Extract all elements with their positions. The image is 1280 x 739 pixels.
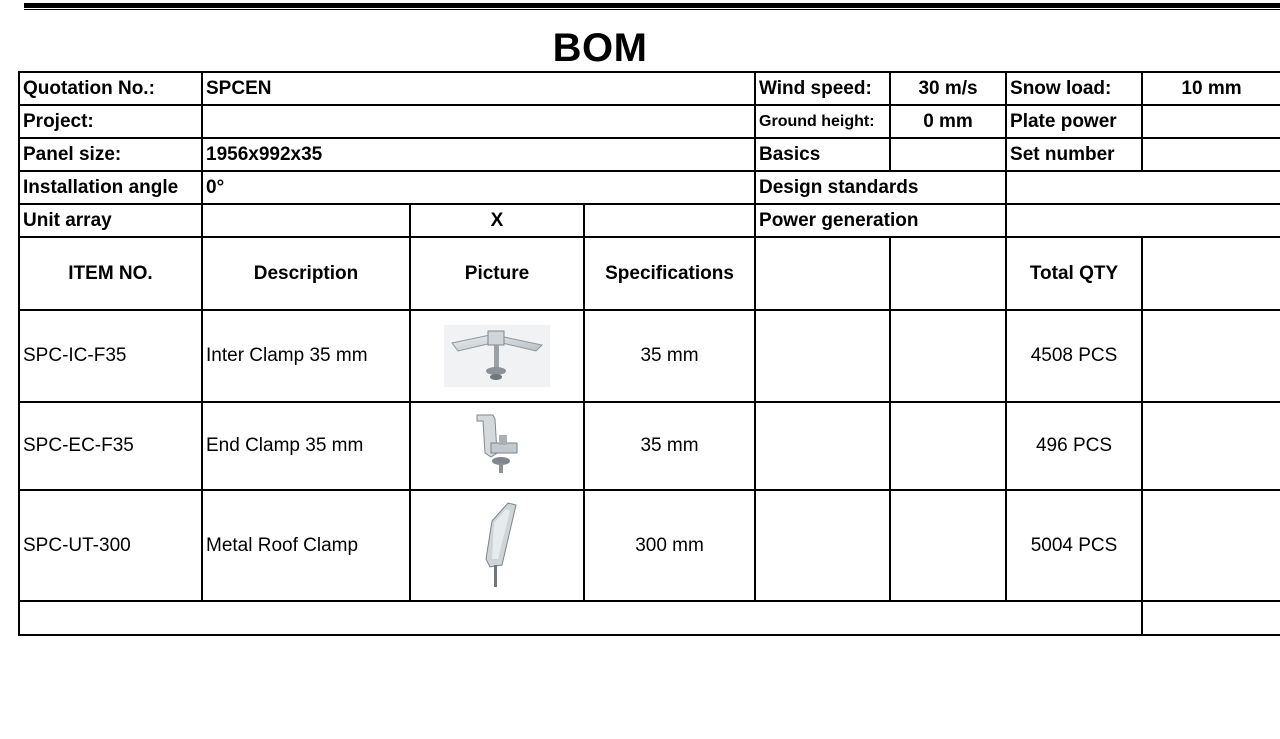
col-item-no: ITEM NO. bbox=[19, 237, 202, 310]
angle-row bbox=[19, 171, 1280, 204]
unit-array-b bbox=[584, 204, 755, 237]
snow-label: Snow load: bbox=[1006, 72, 1142, 105]
plate-value bbox=[1142, 105, 1280, 138]
col-total-qty: Total QTY bbox=[1006, 237, 1142, 310]
table-row bbox=[19, 310, 1280, 402]
item-blank-3 bbox=[1142, 490, 1280, 601]
panel-size-label: Panel size: bbox=[19, 138, 202, 171]
plate-label: Plate power bbox=[1006, 105, 1142, 138]
item-description: Metal Roof Clamp bbox=[202, 490, 410, 601]
item-blank-1 bbox=[755, 490, 890, 601]
footer-blank-wide bbox=[19, 601, 1142, 635]
panel-size-value: 1956x992x35 bbox=[202, 138, 755, 171]
item-no: SPC-IC-F35 bbox=[19, 310, 202, 402]
unit-array-a bbox=[202, 204, 410, 237]
ground-value: 0 mm bbox=[890, 105, 1006, 138]
item-blank-2 bbox=[890, 490, 1006, 601]
set-value bbox=[1142, 138, 1280, 171]
col-description: Description bbox=[202, 237, 410, 310]
item-blank-2 bbox=[890, 310, 1006, 402]
wind-label: Wind speed: bbox=[755, 72, 890, 105]
item-blank-3 bbox=[1142, 402, 1280, 490]
col-specifications: Specifications bbox=[584, 237, 755, 310]
top-rule bbox=[24, 3, 1280, 8]
design-label: Design standards bbox=[755, 171, 1006, 204]
page-title: BOM bbox=[552, 26, 648, 70]
item-no: SPC-UT-300 bbox=[19, 490, 202, 601]
item-blank-1 bbox=[755, 402, 890, 490]
item-picture bbox=[410, 310, 584, 402]
design-value bbox=[1006, 171, 1280, 204]
top-rule-thin bbox=[24, 9, 1280, 10]
footer-blank-narrow bbox=[1142, 601, 1280, 635]
wind-value: 30 m/s bbox=[890, 72, 1006, 105]
item-blank-2 bbox=[890, 402, 1006, 490]
power-value bbox=[1006, 204, 1280, 237]
ground-label: Ground height: bbox=[755, 105, 890, 138]
col-blank-3 bbox=[1142, 237, 1280, 310]
unit-array-row bbox=[19, 204, 1280, 237]
project-label: Project: bbox=[19, 105, 202, 138]
quotation-row bbox=[19, 72, 1280, 105]
table-row bbox=[19, 402, 1280, 490]
col-blank-1 bbox=[755, 237, 890, 310]
end-clamp-icon bbox=[467, 413, 527, 479]
item-spec: 35 mm bbox=[584, 310, 755, 402]
power-label: Power generation bbox=[755, 204, 1006, 237]
angle-label: Installation angle bbox=[19, 171, 202, 204]
unit-array-label: Unit array bbox=[19, 204, 202, 237]
angle-value: 0° bbox=[202, 171, 755, 204]
item-blank-3 bbox=[1142, 310, 1280, 402]
column-header-row bbox=[19, 237, 1280, 310]
item-picture bbox=[410, 490, 584, 601]
col-blank-2 bbox=[890, 237, 1006, 310]
col-picture: Picture bbox=[410, 237, 584, 310]
item-spec: 300 mm bbox=[584, 490, 755, 601]
unit-array-x: X bbox=[410, 204, 584, 237]
item-blank-1 bbox=[755, 310, 890, 402]
inter-clamp-icon bbox=[444, 325, 550, 387]
bom-table bbox=[18, 71, 1280, 636]
set-label: Set number bbox=[1006, 138, 1142, 171]
item-no: SPC-EC-F35 bbox=[19, 402, 202, 490]
item-qty: 5004 PCS bbox=[1006, 490, 1142, 601]
item-spec: 35 mm bbox=[584, 402, 755, 490]
basics-value bbox=[890, 138, 1006, 171]
item-picture bbox=[410, 402, 584, 490]
panel-row bbox=[19, 138, 1280, 171]
snow-value: 10 mm bbox=[1142, 72, 1280, 105]
project-row bbox=[19, 105, 1280, 138]
item-description: Inter Clamp 35 mm bbox=[202, 310, 410, 402]
project-value bbox=[202, 105, 755, 138]
quotation-label: Quotation No.: bbox=[19, 72, 202, 105]
metal-roof-clamp-icon bbox=[472, 501, 522, 591]
basics-label: Basics bbox=[755, 138, 890, 171]
footer-row bbox=[19, 601, 1280, 635]
item-qty: 496 PCS bbox=[1006, 402, 1142, 490]
table-row bbox=[19, 490, 1280, 601]
item-qty: 4508 PCS bbox=[1006, 310, 1142, 402]
quotation-value: SPCEN bbox=[202, 72, 755, 105]
item-description: End Clamp 35 mm bbox=[202, 402, 410, 490]
